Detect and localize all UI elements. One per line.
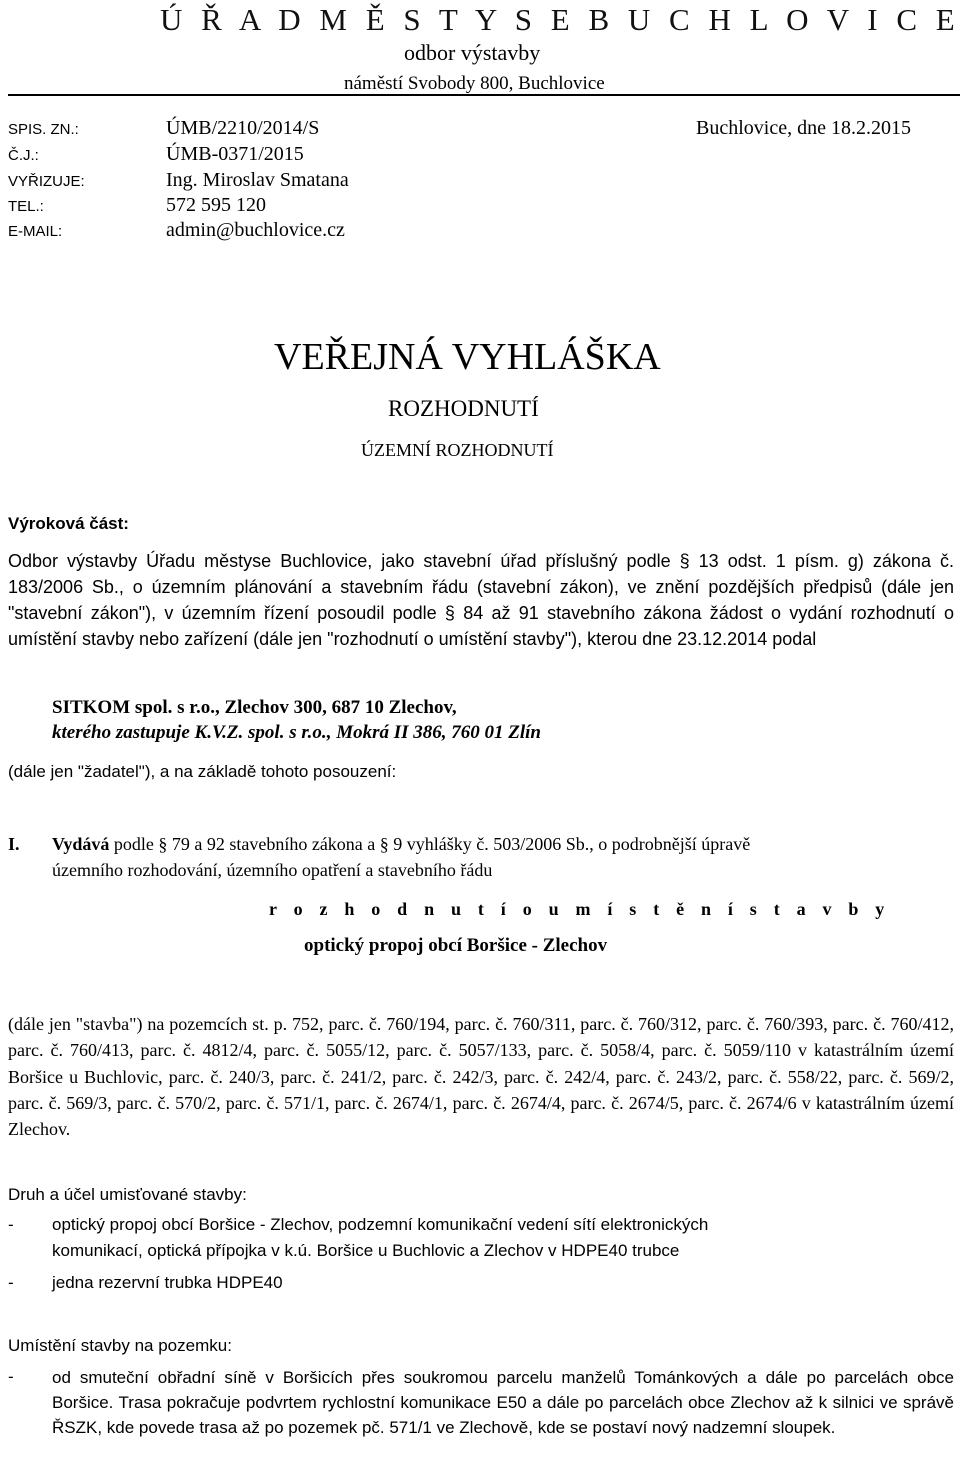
section-text-rest: podle § 79 a 92 stavebního zákona a § 9 vyhlášky č. 503/2006 Sb., o podrobnější úpravě bbox=[109, 834, 751, 854]
phone-label: TEL.: bbox=[8, 198, 44, 215]
authority-address: náměstí Svobody 800, Buchlovice bbox=[344, 73, 605, 94]
authority-name: Ú Ř A D M Ě S T Y S E B U C H L O V I C E bbox=[160, 2, 960, 37]
placement-heading: Umístění stavby na pozemku: bbox=[8, 1336, 232, 1355]
parcels-paragraph: (dále jen "stavba") na pozemcích st. p. 752, parc. č. 760/194, parc. č. 760/311, parc. č. 760/312, parc. č. 760/393, parc. č. 760/412, parc. č. 760/413, parc. č. 4812/4, parc. č. 5055/12, parc. č. 5057/133, parc. č. 5058/4, parc. č. 5059/110 v katastrálním území Boršice u Buchlovic, parc. č. 240/3, parc. č. 241/2, parc. č. 242/3, parc. č. 242/4, parc. č. 243/2, parc. č. 558/22, parc. č. 569/2, parc. č. 569/3, parc. č. 570/2, parc. č. 571/1, parc. č. 2674/1, parc. č. 2674/4, parc. č. 2674/5, parc. č. 2674/6 v katastrálním území Zlechov. bbox=[8, 1014, 954, 1140]
section-verb: Vydává bbox=[52, 834, 110, 854]
notice-title: VEŘEJNÁ VYHLÁŠKA bbox=[274, 336, 661, 378]
email-value: admin@buchlovice.cz bbox=[166, 219, 345, 241]
document-date: Buchlovice, dne 18.2.2015 bbox=[696, 117, 911, 139]
spis-value: ÚMB/2210/2014/S bbox=[166, 117, 320, 139]
building-type-heading: Druh a účel umisťované stavby: bbox=[8, 1185, 247, 1204]
cj-value: ÚMB-0371/2015 bbox=[166, 143, 304, 165]
decision-subheading: ÚZEMNÍ ROZHODNUTÍ bbox=[361, 440, 554, 460]
email-label: E-MAIL: bbox=[8, 223, 63, 240]
list-bullet: - bbox=[8, 1367, 14, 1386]
verdict-paragraph: Odbor výstavby Úřadu městyse Buchlovice, jako stavební úřad příslušný podle § 13 odst. 1 písm. g) zákona č. 183/2006 Sb., o územním plánování a stavebním řádu (stavební zákon), ve znění pozdějších předpisů (dále jen "stavební zákon"), v územním řízení posoudil podle § 84 až 91 stavebního zákona žádost o vydání rozhodnutí o umístění stavby nebo zařízení (dále jen "rozhodnutí o umístění stavby"), kterou dne 23.12.2014 podal bbox=[8, 551, 954, 649]
cj-label: Č.J.: bbox=[8, 147, 39, 164]
handler-value: Ing. Miroslav Smatana bbox=[166, 169, 349, 191]
section-text bbox=[52, 834, 750, 855]
section-text-line2: územního rozhodování, územního opatření a stavebního řádu bbox=[52, 860, 493, 880]
list-bullet: - bbox=[8, 1215, 14, 1234]
building-item-2: jedna rezervní trubka HDPE40 bbox=[52, 1273, 283, 1292]
phone-value: 572 595 120 bbox=[166, 194, 266, 216]
representative-intro: kterého zastupuje K.V.Z. spol. s r.o. bbox=[52, 722, 327, 743]
section-number: I. bbox=[8, 834, 20, 854]
handler-label: VYŘIZUJE: bbox=[8, 173, 85, 190]
spis-label: SPIS. ZN.: bbox=[8, 121, 79, 138]
placement-text: od smuteční obřadní síně v Boršicích přes soukromou parcelu manželů Tománkových a dále po parcelách obce Boršice. Trasa pokračuje podvrtem rychlostní komunikace E50 a dále po parcelách obce Zlechov až k silnici ve správě ŘSZK, kde povede trasa až po pozemek pč. 571/1 ve Zlechově, kde se postaví nový nadzemní sloupek. bbox=[52, 1368, 954, 1437]
applicant-line: SITKOM spol. s r.o., Zlechov 300, 687 10 Zlechov, bbox=[52, 697, 457, 718]
building-item-1-line-1: optický propoj obcí Boršice - Zlechov, podzemní komunikační vedení sítí elektronických bbox=[52, 1215, 709, 1234]
representative-line bbox=[52, 722, 541, 744]
header-divider bbox=[8, 94, 960, 96]
decision-heading: ROZHODNUTÍ bbox=[388, 396, 539, 421]
representative-address: , Mokrá II 386, 760 01 Zlín bbox=[326, 722, 541, 743]
verdict-label: Výroková část: bbox=[8, 514, 129, 533]
building-item-1-line-2: komunikací, optická přípojka v k.ú. Boršice u Buchlovic a Zlechov v HDPE40 trubce bbox=[52, 1241, 680, 1260]
project-name: optický propoj obcí Boršice - Zlechov bbox=[304, 935, 608, 956]
decision-statement: r o z h o d n u t í o u m í s t ě n í s t a v b y bbox=[269, 899, 891, 919]
department-name: odbor výstavby bbox=[404, 40, 541, 65]
applicant-note: (dále jen "žadatel"), a na základě tohoto posouzení: bbox=[8, 762, 397, 781]
list-bullet: - bbox=[8, 1273, 14, 1292]
